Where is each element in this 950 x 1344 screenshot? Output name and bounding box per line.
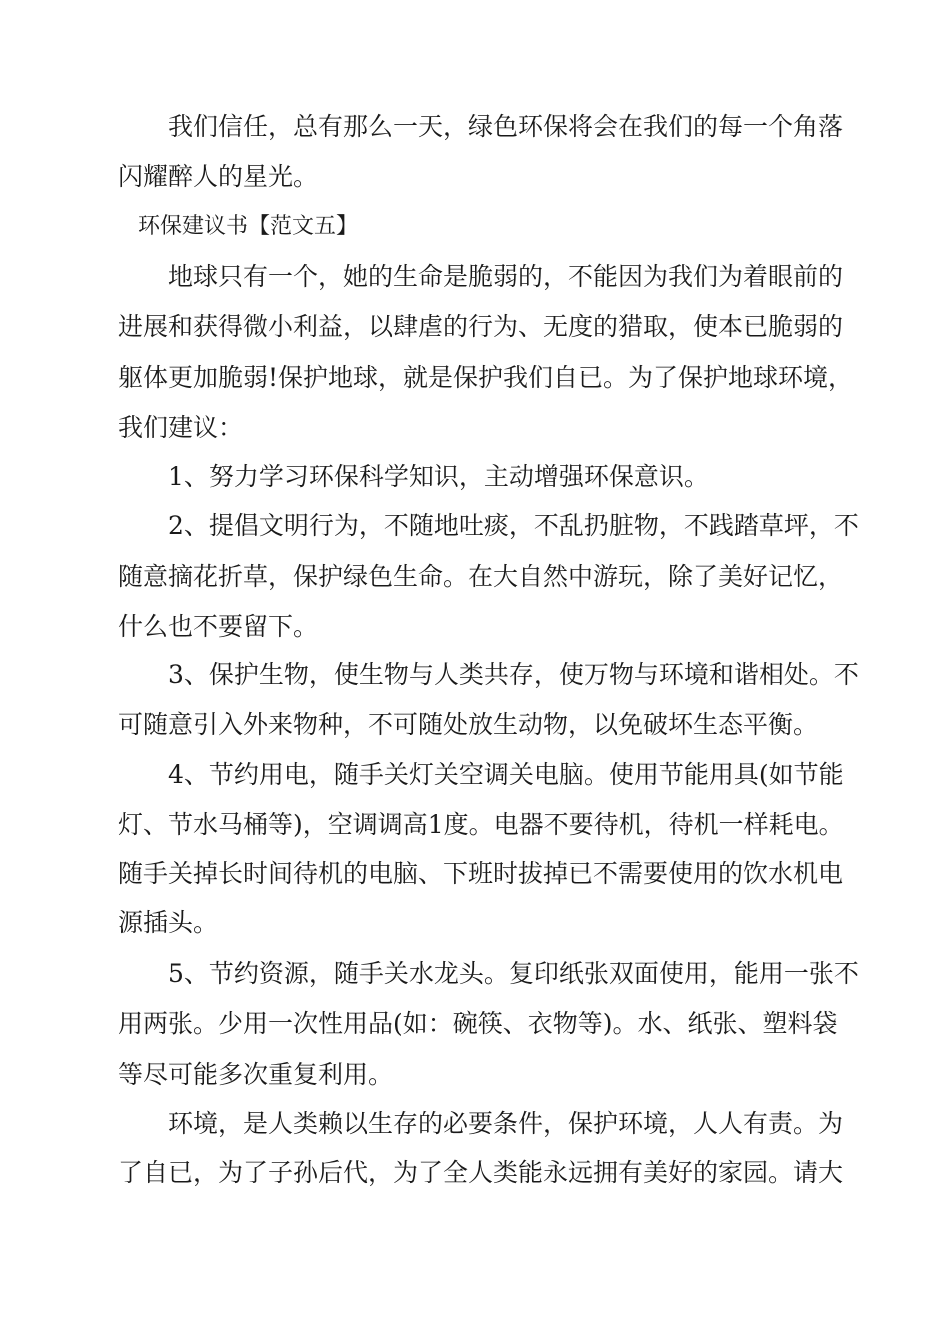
paragraph-line: 我们建议： (118, 413, 244, 442)
paragraph-line: 用两张。少用一次性用品(如：碗筷、衣物等)。水、纸张、塑料袋 (118, 1009, 838, 1038)
list-item: 2、提倡文明行为，不随地吐痰，不乱扔脏物，不践踏草坪，不 (168, 511, 859, 540)
paragraph-line: 躯体更加脆弱!保护地球，就是保护我们自已。为了保护地球环境， (118, 363, 854, 392)
list-item: 4、节约用电，随手关灯关空调关电脑。使用节能用具(如节能 (168, 760, 844, 789)
list-item: 3、保护生物，使生物与人类共存，使万物与环境和谐相处。不 (168, 660, 859, 689)
paragraph-line: 闪耀醉人的星光。 (118, 162, 319, 191)
paragraph-line: 源插头。 (118, 908, 219, 937)
paragraph-line: 进展和获得微小利益，以肆虐的行为、无度的猎取，使本已脆弱的 (118, 312, 844, 341)
paragraph-line: 了自已，为了子孙后代，为了全人类能永远拥有美好的家园。请大 (118, 1158, 844, 1187)
paragraph-line: 什么也不要留下。 (118, 612, 319, 641)
paragraph-line: 随手关掉长时间待机的电脑、下班时拔掉已不需要使用的饮水机电 (118, 859, 844, 888)
list-item: 1、努力学习环保科学知识，主动增强环保意识。 (168, 462, 709, 491)
paragraph-line: 可随意引入外来物种，不可随处放生动物，以免破坏生态平衡。 (118, 710, 819, 739)
section-heading: 环保建议书【范文五】 (138, 214, 359, 239)
paragraph-line: 灯、节水马桶等)，空调调高1度。电器不要待机，待机一样耗电。 (118, 810, 844, 839)
paragraph-line: 地球只有一个，她的生命是脆弱的，不能因为我们为着眼前的 (168, 262, 844, 291)
paragraph-line: 我们信任，总有那么一天，绿色环保将会在我们的每一个角落 (168, 112, 844, 141)
list-item: 5、节约资源，随手关水龙头。复印纸张双面使用，能用一张不 (168, 959, 859, 988)
paragraph-line: 环境，是人类赖以生存的必要条件，保护环境，人人有责。为 (168, 1109, 844, 1138)
paragraph-line: 等尽可能多次重复利用。 (118, 1060, 394, 1089)
paragraph-line: 随意摘花折草，保护绿色生命。在大自然中游玩，除了美好记忆， (118, 562, 844, 591)
